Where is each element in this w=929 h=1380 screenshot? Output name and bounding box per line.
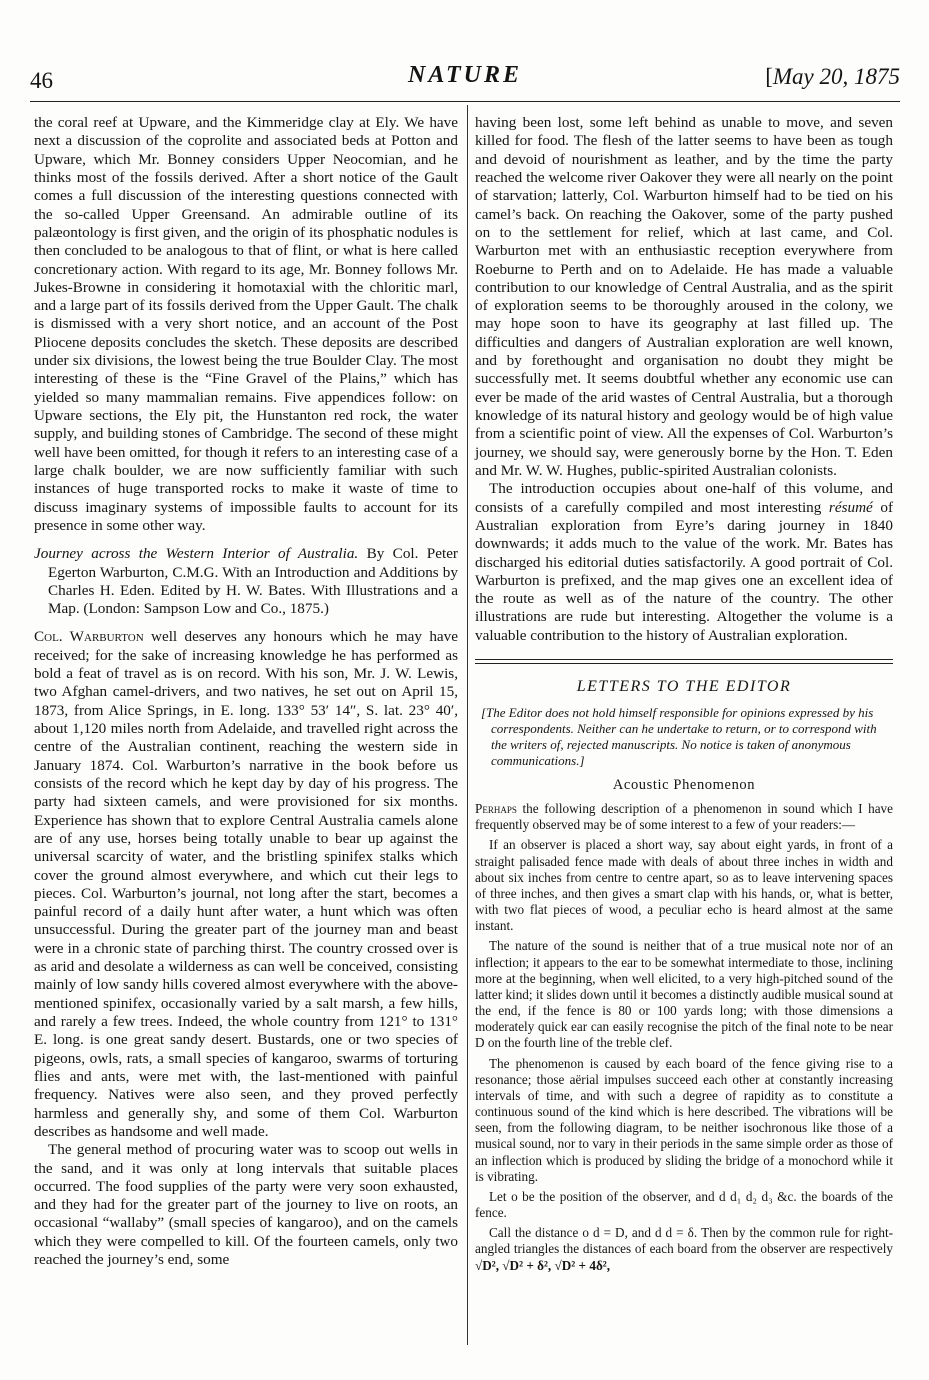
distance-formula: √D², √D² + δ², √D² + 4δ², [475,1257,611,1273]
intro-text-b: of Australian exploration from Eyre’s daring journey in 1840 downwards; it adds much to the value of the work. Mr. Bates has discharged his editorial duties satisfactorily. A good portrait of Col. Warburton is prefixed, and the map gives one an excellent idea of the route as well as of the nature of the country. The other illustrations are rude but interesting. Altogether the volume is a valuable contribution to the history of Australian exploration. [475,498,893,644]
resume-word: résumé [828,498,873,516]
warburton-lead: Col. Warburton [34,628,144,646]
left-column [34,114,458,1269]
section-divider [475,659,893,664]
section-title: LETTERS TO THE EDITOR [576,678,792,696]
book-heading [34,545,458,618]
letter-paragraph-5: Let o be the position of the observer, and d d₁ d₂ d₃ &c. the boards of the fence. [475,1188,893,1221]
letter-paragraph-4: The phenomenon is caused by each board of the fence giving rise to a resonance; those aërial impulses succeed each other at constantly increasing intervals of time, and with such a degree of rapidity as to constitute a continuous sound of the kind which is here described. The vibrations will be seen, from the following diagram, to be neither isochronous like those of a musical sound, nor to vary in their periods in the same simple order as those of an inflection which is produced by sliding the bridge of a monochord while it is vibrating. [475,1055,893,1184]
warburton-paragraph [34,628,458,1141]
book-details: By Col. Peter Egerton Warburton, C.M.G. With an Introduction and Additions by Charles H. Eden. Edited by H. W. Bates. With Illustrations and a Map. (London: Sampson Low and Co., 1875.) [48,545,458,618]
book-title: Journey across the Western Interior of Australia. [34,545,359,563]
issue-date [765,64,900,90]
header-rule [30,101,900,102]
date-text: May 20, 1875 [772,64,900,89]
introduction-paragraph [475,480,893,645]
page-header [30,58,900,98]
letter-intro: the following description of a phenomenon in sound which I have frequently observed may be of some interest to a few of your readers:— [475,801,893,833]
review-continuation: having been lost, some left behind as unable to move, and seven killed for food. The flesh of the latter seems to have been as tough and devoid of nourishment as leather, and by the time the party reached the welcome river Oakover they were all nearly on the point of starvation; latterly, Col. Warburton himself had to be tied on his camel’s back. On reaching the Oakover, some of the party pushed on to the settlement for relief, which at last came, and Col. Warburton met with an enthusiastic reception everywhere from Roeburne to Perth and on to Adelaide. He has made a valuable contribution to our knowledge of Central Australia, and as the spirit of exploration seems to be thoroughly aroused in the colony, we may hope soon to have its geography at last filled up. The difficulties and dangers of Australian exploration are well known, and by forethought and organisation no doubt they might be successfully met. It seems doubtful whether any economic use can ever be made of the arid wastes of Central Australia, but a thorough knowledge of its natural history and geology would be of high value from a scientific point of view. All the expenses of Col. Warburton’s journey, we should say, were generously borne by the Hon. T. Eden and Mr. W. W. Hughes, public-spirited Australian colonists. [475,114,893,479]
date-bracket: [ [765,64,773,89]
journal-title: NATURE [407,62,523,88]
letter-paragraph-2: If an observer is placed a short way, say about eight yards, in front of a straight palisaded fence made with deals of about three inches in width and about six inches from centre to centre apart, so as to leave intervening spaces of three inches, and then gives a smart clap with his hands, or, what is better, with two flat pieces of wood, a peculiar echo is heard almost at the same instant. [475,837,893,934]
editor-disclaimer: [The Editor does not hold himself responsible for opinions expressed by his correspondents. Neither can he undertake to return, or to correspond with the writers of, rejected manuscripts. No notice is taken of anonymous communications.] [481,705,877,769]
geology-review-paragraph: the coral reef at Upware, and the Kimmeridge clay at Ely. We have next a discussion of the coprolite and associated beds at Potton and Upware, which Mr. Bonney considers Upper Neocomian, and he thinks most of the fossils derived. After a short notice of the Gault comes a full discussion of the interesting questions connected with the so-called Upper Greensand. An admirable outline of its palæontology is first given, and the origin of its phosphatic nodules is then concluded to be analogous to that of flint, or what is here called concretionary action. With regard to its age, Mr. Bonney follows Mr. Jukes-Browne in considering it homotaxial with the chloritic marl, and a large part of its fossils derived from the Upper Gault. The chalk is dismissed with a very short notice, and an account of the Post Pliocene deposits concludes the sketch. These deposits are described under six divisions, the lowest being the true Boulder Clay. The most interesting of these is the “Fine Gravel of the Plains,” which has yielded so many mammalian remains. Five appendices follow: on Upware sections, the Ely pit, the Hunstanton red rock, the water supply, and building stones of Cambridge. The second of these might well have been omitted, for though it refers to an interesting case of a large chalk boulder, we are now sufficiently familiar with such instances of huge transported rocks to make it waste of time to discuss imaginary systems of impossible faults to account for its presence in some other way. [34,114,458,534]
letter-paragraph-6 [475,1225,893,1274]
letter-title: Acoustic Phenomenon [612,777,756,793]
page-number: 46 [30,68,53,93]
letter-paragraph-3: The nature of the sound is neither that of a true musical note nor of an inflection; it appears to the ear to be somewhat intermediate to those, inclining more at the beginning, when well elicited, to a very high-pitched sound of the latter kind; it slides down until it becomes a distinctly audible musical sound at the end, if the fence is 80 or 100 yards long; with those dimensions a moderately quick ear can easily recognise the pitch of the final note to be near D on the fourth line of the treble clef. [475,938,893,1051]
letter-paragraph-1 [475,801,893,833]
intro-text-a: The introduction occupies about one-half of this volume, and consists of a carefully compiled and most interesting [475,480,893,516]
water-paragraph: The general method of procuring water was to scoop out wells in the sand, and it was only at long intervals that suitable places occurred. The food supplies of the party were very soon exhausted, and they had for the greater part of the journey to live on roots, an occasional “wallaby” (small species of kangaroo), and on the camels which they were compelled to kill. Of the fourteen camels, only two reached the journey’s end, some [34,1141,458,1269]
warburton-text: well deserves any honours which he may have received; for the sake of increasing knowledge he has performed as bold a feat of travel as is on record. With his son, Mr. J. W. Lewis, two Afghan camel-drivers, and two natives, he set out on April 15, 1873, from Alice Springs, in E. long. 133° 53′ 14″, S. lat. 23° 40′, about 1,120 miles north from Adelaide, and travelled right across the centre of the Australian continent, reaching the western side in January 1874. Col. Warburton’s narrative in the book before us consists of the record which he kept day by day of his progress. The party had sixteen camels, and were provisioned for six months. Experience has shown that to explore Central Australia camels alone are of any use, horses being totally unable to bear up against the universal scarcity of water, and the bristling spinifex stalks which cover the ground almost everywhere, and which cut their legs to pieces. Col. Warburton’s journal, not long after the start, becomes a painful record of a daily hunt after water, a hunt which was often unsuccessful. During the greater part of the journey man and beast were in a chronic state of parching thirst. The country crossed over is as arid and desolate a wilderness as can well be conceived, consisting mainly of low sandy hills covered almost everywhere with the above-mentioned spinifex, occasionally varied by a salt marsh, a few hills, and rarely a few trees. Indeed, the whole country from 121° to 131° E. long. is one great sandy desert. Bustards, one or two species of pigeons, owls, rats, a small species of kangaroo, swarms of torturing flies and ants, were met with, the last-mentioned with painful frequency. Natives were also seen, and they proved perfectly harmless and generally shy, and some of them Col. Warburton describes as handsome and well made. [34,628,459,1140]
letter-lead: Perhaps [475,801,517,816]
right-column [475,114,893,1274]
column-divider [467,105,468,1345]
letter-text-6: Call the distance o d = D, and d d = δ. Then by the common rule for right-angled triangles the distances of each board from the observer are respectively [475,1225,893,1257]
